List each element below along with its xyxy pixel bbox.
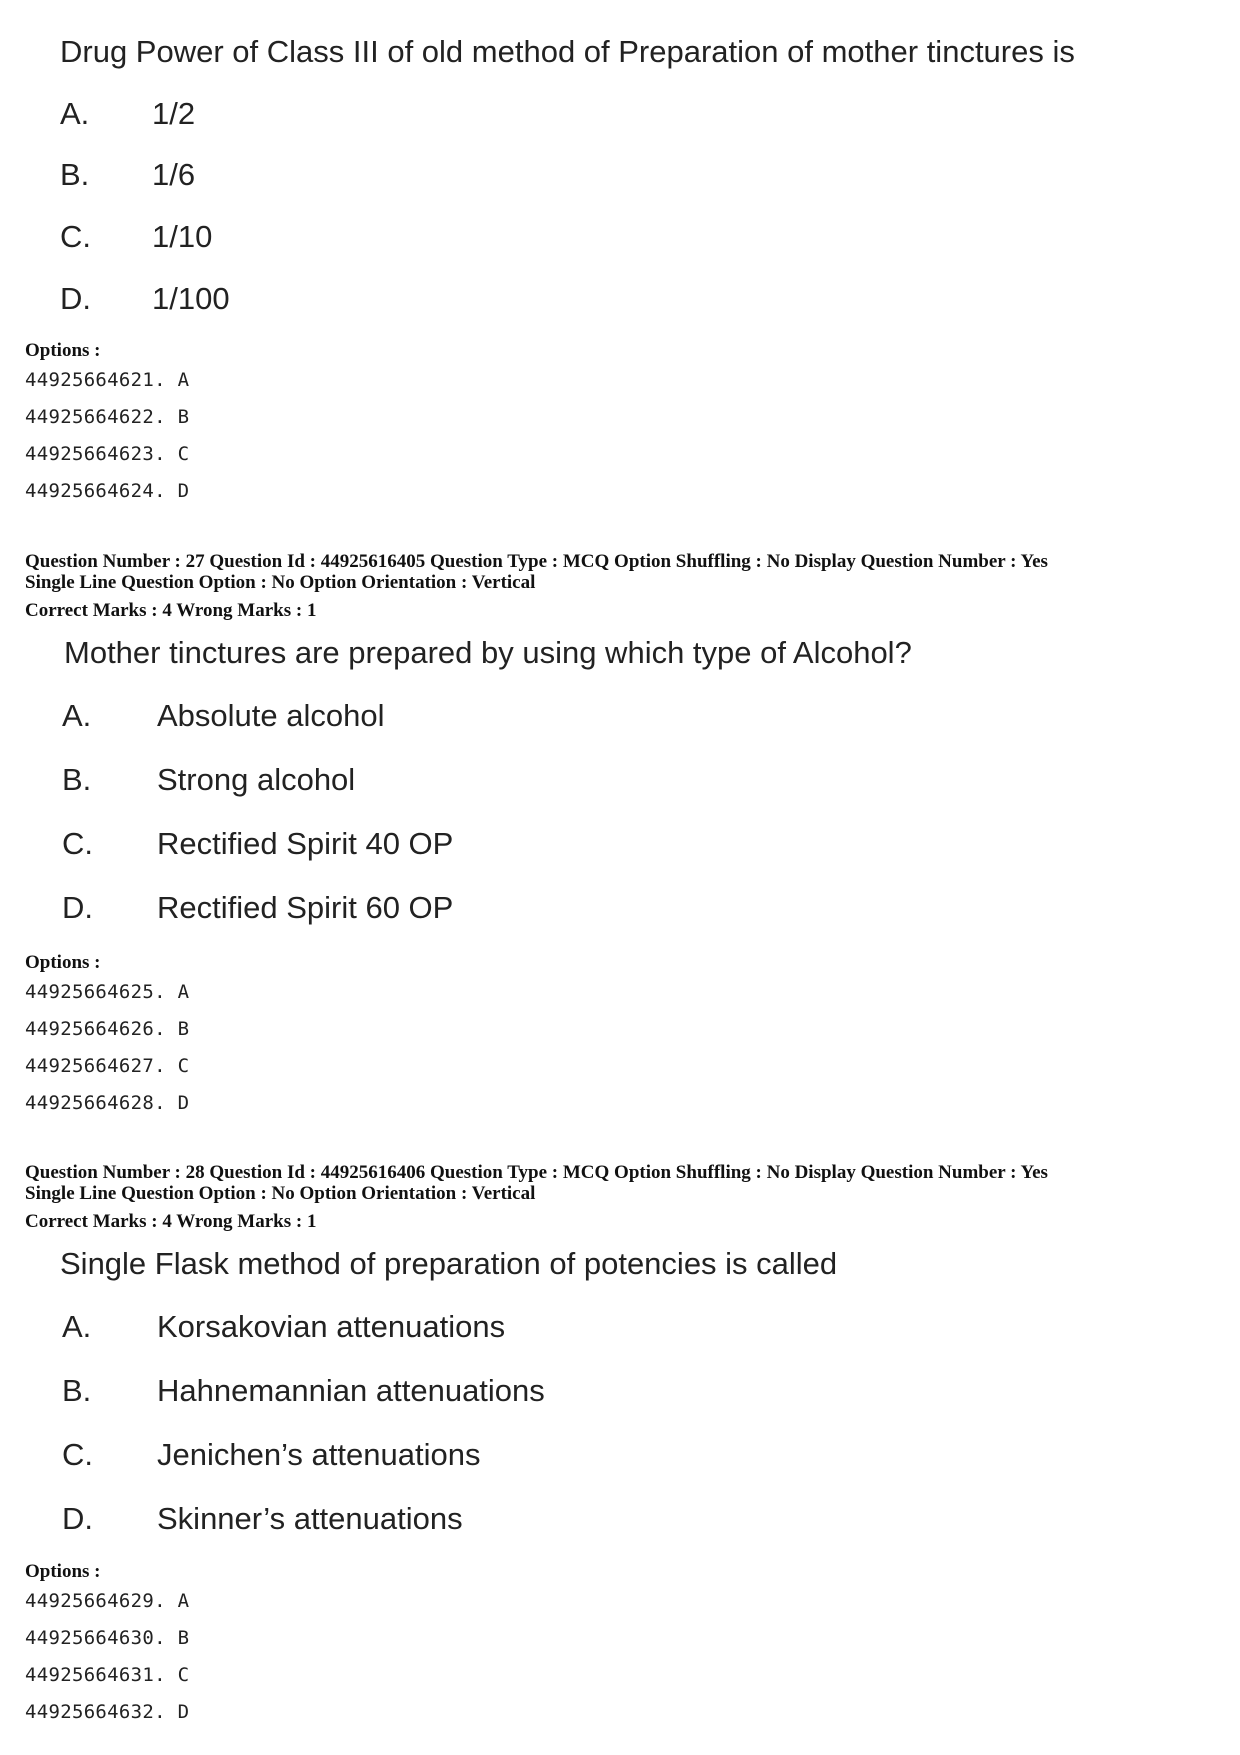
question-28-option-id-c: 44925664631. C [25,1664,190,1686]
question-28-choice-d-letter: D. [62,1501,93,1536]
question-27-choice-b-letter: B. [62,762,92,797]
question-27-option-id-d: 44925664628. D [25,1092,190,1114]
question-28-choice-a-text: Korsakovian attenuations [157,1309,506,1344]
question-28-option-id-d: 44925664632. D [25,1701,190,1723]
question-26-option-id-b: 44925664622. B [25,406,190,428]
question-28-options-heading: Options : [25,1561,101,1582]
question-26-choice-d-letter: D. [60,281,91,316]
question-27-marks: Correct Marks : 4 Wrong Marks : 1 [25,600,317,621]
question-28-option-id-b: 44925664630. B [25,1627,190,1649]
question-26-stem: Drug Power of Class III of old method of Preparation of mother tinctures is [60,34,1075,69]
question-28-option-id-a: 44925664629. A [25,1590,190,1612]
question-28-meta-line-2: Single Line Question Option : No Option Orientation : Vertical [25,1183,536,1204]
question-28-meta-line-1: Question Number : 28 Question Id : 44925616406 Question Type : MCQ Option Shuffling : No Display Question Number : Yes [25,1162,1048,1183]
question-26-choice-c-text: 1/10 [152,219,213,254]
question-26-choice-b-text: 1/6 [152,157,196,192]
question-28-choice-c-text: Jenichen’s attenuations [157,1437,481,1472]
question-26-choice-a-text: 1/2 [152,96,196,131]
question-28-stem: Single Flask method of preparation of potencies is called [60,1246,838,1281]
question-26-choice-c-letter: C. [60,219,91,254]
question-28-choice-a-letter: A. [62,1309,92,1344]
question-26-options-heading: Options : [25,340,101,361]
question-26-option-id-d: 44925664624. D [25,480,190,502]
question-27-meta-line-1: Question Number : 27 Question Id : 44925616405 Question Type : MCQ Option Shuffling : No Display Question Number : Yes [25,551,1048,572]
question-28-choice-b-letter: B. [62,1373,92,1408]
question-27-choice-c-letter: C. [62,826,93,861]
question-27-meta-line-2: Single Line Question Option : No Option Orientation : Vertical [25,572,536,593]
question-28-choice-b-text: Hahnemannian attenuations [157,1373,545,1408]
question-27-choice-c-text: Rectified Spirit 40 OP [157,826,454,861]
question-28-choice-d-text: Skinner’s attenuations [157,1501,463,1536]
question-27-choice-b-text: Strong alcohol [157,762,356,797]
question-27-choice-a-text: Absolute alcohol [157,698,385,733]
question-26-option-id-c: 44925664623. C [25,443,190,465]
question-28-marks: Correct Marks : 4 Wrong Marks : 1 [25,1211,317,1232]
question-27-choice-d-text: Rectified Spirit 60 OP [157,890,454,925]
question-27-options-heading: Options : [25,952,101,973]
question-26-option-id-a: 44925664621. A [25,369,190,391]
question-26-choice-b-letter: B. [60,157,90,192]
question-27-option-id-c: 44925664627. C [25,1055,190,1077]
question-27-stem: Mother tinctures are prepared by using which type of Alcohol? [64,635,912,670]
question-26-choice-d-text: 1/100 [152,281,230,316]
question-27-option-id-a: 44925664625. A [25,981,190,1003]
question-27-choice-d-letter: D. [62,890,93,925]
question-26-choice-a-letter: A. [60,96,90,131]
question-27-choice-a-letter: A. [62,698,92,733]
question-28-choice-c-letter: C. [62,1437,93,1472]
question-27-option-id-b: 44925664626. B [25,1018,190,1040]
